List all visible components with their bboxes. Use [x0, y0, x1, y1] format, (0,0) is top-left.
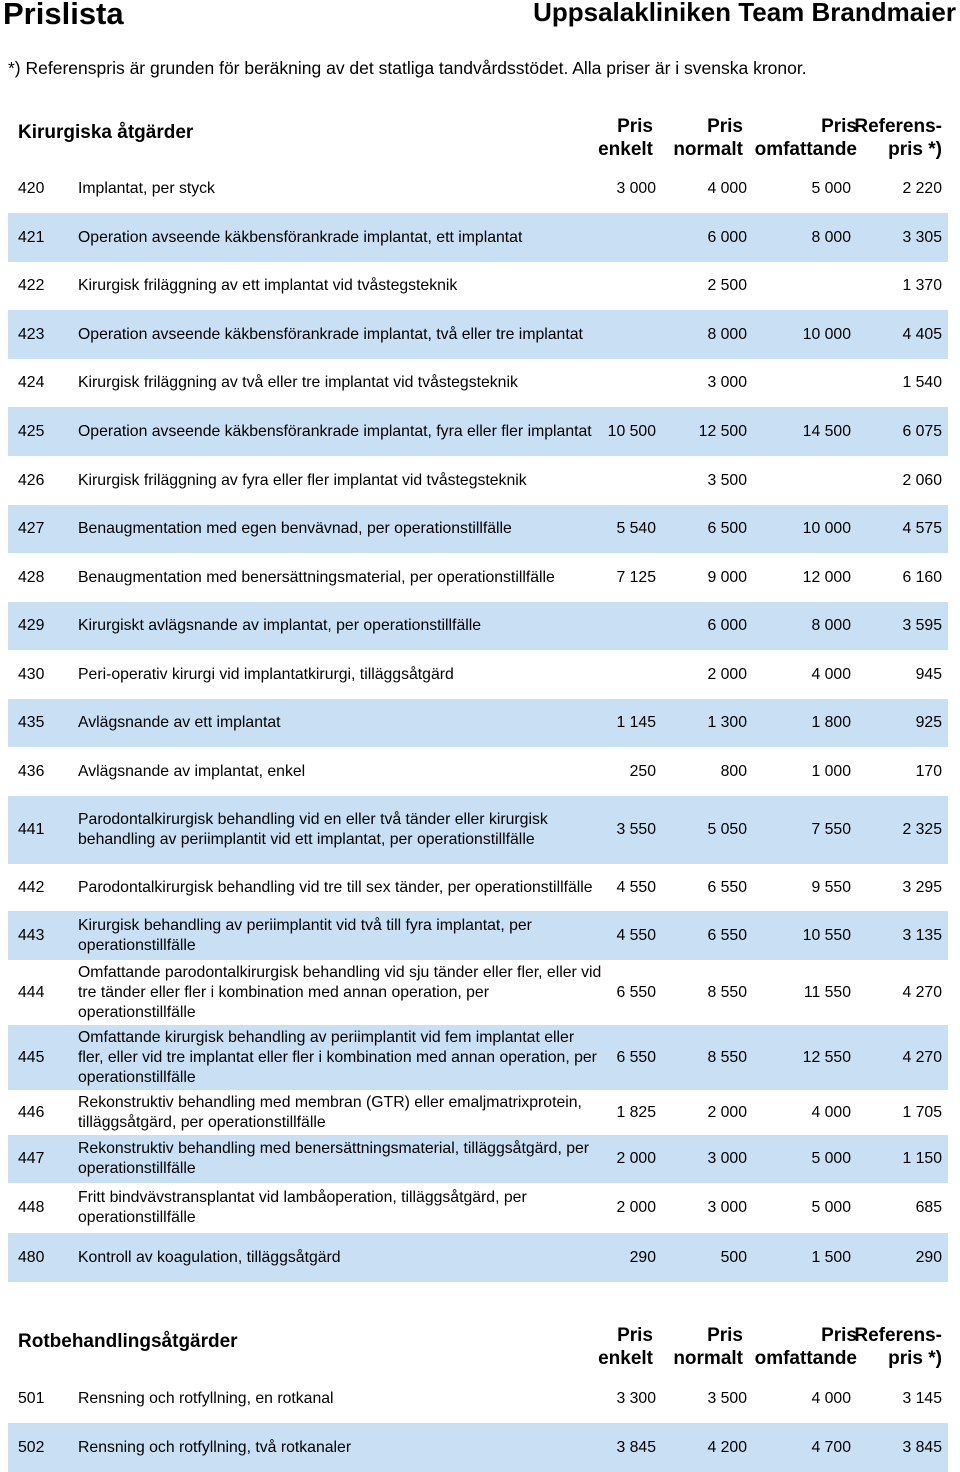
table-row: [8, 553, 948, 602]
procedure-description: Operation avseende käkbensförankrade implantat, ett implantat: [78, 228, 523, 246]
col-head-price-single-line: enkelt: [598, 1348, 653, 1369]
reference-price: 2 060: [902, 471, 942, 489]
price-extensive: 4 000: [811, 665, 851, 683]
price-extensive: 5 000: [811, 1199, 851, 1216]
table-row: [8, 165, 948, 213]
col-head-reference-price-line: Referens-: [854, 1325, 942, 1346]
procedure-code: 446: [18, 1103, 45, 1121]
reference-price: 3 845: [902, 1438, 942, 1456]
price-extensive: 5 000: [811, 180, 851, 197]
price-normal: 2 000: [707, 1103, 747, 1121]
table-row: [8, 602, 948, 650]
col-head-price-extensive-line: omfattande: [754, 1348, 857, 1369]
price-extensive: 11 550: [803, 983, 851, 1001]
procedure-code: 428: [18, 568, 45, 586]
reference-price: 4 575: [902, 520, 942, 537]
price-normal: 3 500: [707, 1389, 747, 1407]
procedure-description: Rensning och rotfyllning, två rotkanaler: [78, 1438, 352, 1456]
price-single: 250: [629, 762, 656, 780]
price-normal: 3 000: [707, 1199, 747, 1216]
procedure-description: Operation avseende käkbensförankrade implantat, fyra eller fler implantat: [78, 422, 592, 440]
price-extensive: 12 000: [802, 568, 851, 586]
price-normal: 1 300: [707, 714, 747, 731]
procedure-description: Omfattande kirurgisk behandling av periimplantit vid fem implantat eller fler, eller vid tre implantat eller fler i kombination med annan operation, per operationstillfälle: [78, 1028, 597, 1086]
procedure-description: Rensning och rotfyllning, en rotkanal: [78, 1389, 334, 1407]
table-row: [8, 407, 948, 456]
reference-price: 6 160: [902, 568, 942, 586]
table-row: [8, 1090, 948, 1135]
reference-price: 290: [915, 1248, 942, 1266]
col-head-price-extensive-line: Pris: [821, 116, 857, 137]
procedure-code: 443: [18, 926, 45, 944]
price-extensive: 14 500: [802, 422, 851, 440]
col-head-reference-price-line: Referens-: [854, 116, 942, 137]
procedure-code: 502: [18, 1438, 45, 1456]
price-single: [568, 359, 656, 407]
procedure-code: 441: [18, 821, 45, 838]
procedure-code: 442: [18, 878, 45, 896]
price-single: 2 000: [616, 1199, 656, 1216]
price-single: 290: [629, 1248, 656, 1266]
procedure-description: Rekonstruktiv behandling med benersättningsmaterial, tilläggsåtgärd, per operationstillfälle: [78, 1140, 590, 1177]
reference-price: 170: [915, 762, 942, 780]
col-head-reference-price: [840, 1324, 942, 1370]
document-title: Prislista: [3, 0, 124, 31]
procedure-code: 423: [18, 325, 45, 343]
price-normal: 4 000: [707, 180, 747, 197]
procedure-description: Parodontalkirurgisk behandling vid en eller två tänder eller kirurgisk behandling av periimplantit vid ett implantat, per operationstillfälle: [78, 811, 548, 848]
procedure-code: 445: [18, 1048, 45, 1066]
price-extensive: 4 000: [811, 1103, 851, 1121]
reference-price: 3 145: [902, 1389, 942, 1407]
reference-price: 1 540: [902, 374, 942, 391]
col-head-price-normal: [655, 1324, 743, 1370]
procedure-description: Implantat, per styck: [78, 180, 215, 197]
table-row: [8, 699, 948, 747]
price-single: [568, 310, 656, 359]
table-row: [8, 1423, 948, 1472]
col-head-reference-price-line: pris *): [888, 1348, 942, 1369]
procedure-description: Rekonstruktiv behandling med membran (GTR) eller emaljmatrixprotein, tilläggsåtgärd, per operationstillfälle: [78, 1093, 582, 1131]
price-normal: 6 000: [707, 228, 747, 246]
price-single: 3 845: [616, 1438, 656, 1456]
price-extensive: 10 000: [802, 325, 851, 343]
price-single: 3 300: [616, 1389, 656, 1407]
procedure-description: Parodontalkirurgisk behandling vid tre till sex tänder, per operationstillfälle: [78, 878, 593, 896]
reference-price: 4 270: [902, 983, 942, 1001]
procedure-code: 422: [18, 277, 45, 294]
procedure-description: Kirurgisk friläggning av två eller tre implantat vid tvåstegsteknik: [78, 374, 518, 391]
procedure-description: Kirurgisk friläggning av ett implantat vid tvåstegsteknik: [78, 277, 458, 294]
reference-price: 4 405: [902, 325, 942, 343]
reference-price: 685: [915, 1199, 942, 1216]
procedure-code: 426: [18, 471, 45, 489]
col-head-price-single-line: Pris: [617, 1325, 653, 1346]
price-extensive: 12 550: [802, 1048, 851, 1066]
procedure-code: 435: [18, 714, 45, 731]
table-row: [8, 456, 948, 505]
reference-price: 4 270: [902, 1048, 942, 1066]
price-normal: 6 500: [707, 520, 747, 537]
col-head-price-normal: [655, 115, 743, 161]
table-row: [8, 650, 948, 699]
col-head-price-normal-line: Pris: [707, 116, 743, 137]
col-head-price-single: [560, 1324, 653, 1370]
col-head-reference-price-line: pris *): [888, 139, 942, 160]
reference-price: 1 150: [902, 1150, 942, 1167]
procedure-code: 436: [18, 762, 45, 780]
reference-price: 925: [915, 714, 942, 731]
price-normal: 3 500: [707, 471, 747, 489]
procedure-description: Omfattande parodontalkirurgisk behandling vid sju tänder eller fler, eller vid tre tänder eller fler i kombination med annan operation, per operationstillfälle: [78, 963, 602, 1021]
table-row: [8, 359, 948, 407]
reference-note: *) Referenspris är grunden för beräkning av det statliga tandvårdsstödet. Alla priser är i svenska kronor.: [8, 58, 807, 78]
price-normal: 5 050: [707, 821, 747, 838]
procedure-description: Kirurgisk behandling av periimplantit vid två till fyra implantat, per operationstillfälle: [78, 916, 532, 954]
price-extensive: 9 550: [811, 878, 851, 896]
table-row: [8, 505, 948, 553]
price-normal: 8 000: [707, 325, 747, 343]
price-single: [568, 602, 656, 650]
price-extensive: 1 500: [811, 1248, 851, 1266]
price-extensive: 4 700: [811, 1438, 851, 1456]
price-normal: 3 000: [707, 1150, 747, 1167]
price-single: 1 825: [616, 1103, 656, 1121]
procedure-description: Fritt bindvävstransplantat vid lambåoperation, tilläggsåtgärd, per operationstillfälle: [78, 1189, 527, 1226]
table-row: [8, 864, 948, 911]
price-extensive: 10 000: [802, 520, 851, 537]
reference-price: 2 220: [902, 180, 942, 197]
price-normal: 8 550: [707, 1048, 747, 1066]
procedure-description: Kirurgisk friläggning av fyra eller fler implantat vid tvåstegsteknik: [78, 471, 527, 489]
procedure-code: 501: [18, 1389, 45, 1407]
procedure-code: 420: [18, 180, 45, 197]
table-row: [8, 262, 948, 310]
reference-price: 1 370: [902, 277, 942, 294]
procedure-description: Operation avseende käkbensförankrade implantat, två eller tre implantat: [78, 325, 583, 343]
table-row: [8, 960, 948, 1025]
reference-price: 945: [915, 665, 942, 683]
table-row: [8, 1183, 948, 1233]
procedure-code: 425: [18, 422, 45, 440]
section-header: [0, 1322, 960, 1378]
procedure-description: Kirurgiskt avlägsnande av implantat, per operationstillfälle: [78, 617, 482, 634]
table-row: [8, 911, 948, 960]
price-normal: 2 500: [707, 277, 747, 294]
section-title: Rotbehandlingsåtgärder: [18, 1331, 238, 1352]
price-single: 3 000: [616, 180, 656, 197]
col-head-price-single-line: enkelt: [598, 139, 653, 160]
price-single: 5 540: [616, 520, 656, 537]
price-extensive: 10 550: [802, 926, 851, 944]
col-head-price-normal-line: normalt: [673, 139, 743, 160]
price-single: 6 550: [616, 983, 656, 1001]
table-row: [8, 1233, 948, 1282]
procedure-description: Benaugmentation med egen benvävnad, per operationstillfälle: [78, 520, 512, 537]
procedure-code: 447: [18, 1150, 45, 1167]
reference-price: 3 295: [902, 878, 942, 896]
reference-price: 1 705: [902, 1103, 942, 1121]
price-single: 1 145: [616, 714, 656, 731]
reference-price: 2 325: [902, 821, 942, 838]
price-single: [568, 650, 656, 699]
price-extensive: [758, 262, 851, 310]
table-row: [8, 796, 948, 864]
table-row: [8, 1025, 948, 1090]
price-single: 4 550: [616, 878, 656, 896]
price-single: [568, 262, 656, 310]
price-single: 2 000: [616, 1150, 656, 1167]
price-extensive: [758, 456, 851, 505]
table-row: [8, 1135, 948, 1183]
price-extensive: 1 000: [811, 762, 851, 780]
price-extensive: 7 550: [811, 821, 851, 838]
price-normal: 500: [720, 1248, 747, 1266]
price-extensive: [758, 359, 851, 407]
reference-price: 3 135: [902, 926, 942, 944]
procedure-code: 429: [18, 617, 45, 634]
price-single: 6 550: [616, 1048, 656, 1066]
price-normal: 6 550: [707, 926, 747, 944]
page-header: [0, 0, 960, 36]
table-row: [8, 310, 948, 359]
procedure-code: 427: [18, 520, 45, 537]
price-single: 7 125: [616, 568, 656, 586]
reference-price: 3 305: [902, 228, 942, 246]
procedure-code: 444: [18, 983, 45, 1001]
price-normal: 800: [720, 762, 747, 780]
procedure-code: 430: [18, 665, 45, 683]
procedure-code: 448: [18, 1199, 45, 1216]
price-single: 3 550: [616, 821, 656, 838]
price-single: 4 550: [616, 926, 656, 944]
col-head-reference-price: [840, 115, 942, 161]
section-title: Kirurgiska åtgärder: [18, 122, 194, 143]
procedure-code: 421: [18, 228, 45, 246]
price-normal: 8 550: [707, 983, 747, 1001]
price-normal: 12 500: [698, 422, 747, 440]
price-normal: 6 550: [707, 878, 747, 896]
reference-price: 3 595: [902, 617, 942, 634]
procedure-description: Kontroll av koagulation, tilläggsåtgärd: [78, 1248, 341, 1266]
col-head-price-single: [560, 115, 653, 161]
col-head-price-extensive-line: omfattande: [754, 139, 857, 160]
table-row: [8, 747, 948, 796]
procedure-description: Peri-operativ kirurgi vid implantatkirurgi, tilläggsåtgärd: [78, 665, 454, 683]
price-single: [568, 456, 656, 505]
price-extensive: 5 000: [811, 1150, 851, 1167]
procedure-code: 480: [18, 1248, 45, 1266]
procedure-description: Avlägsnande av ett implantat: [78, 714, 281, 731]
col-head-price-normal-line: normalt: [673, 1348, 743, 1369]
price-normal: 2 000: [707, 665, 747, 683]
price-normal: 9 000: [707, 568, 747, 586]
reference-price: 6 075: [902, 422, 942, 440]
procedure-description: Avlägsnande av implantat, enkel: [78, 762, 306, 780]
price-extensive: 4 000: [811, 1389, 851, 1407]
price-extensive: 1 800: [811, 714, 851, 731]
col-head-price-extensive-line: Pris: [821, 1325, 857, 1346]
col-head-price-normal-line: Pris: [707, 1325, 743, 1346]
table-row: [8, 213, 948, 262]
price-single: [568, 213, 656, 262]
col-head-price-single-line: Pris: [617, 116, 653, 137]
procedure-description: Benaugmentation med benersättningsmaterial, per operationstillfälle: [78, 568, 555, 586]
procedure-code: 424: [18, 374, 45, 391]
price-normal: 6 000: [707, 617, 747, 634]
price-normal: 4 200: [707, 1438, 747, 1456]
table-row: [8, 1374, 948, 1423]
price-normal: 3 000: [707, 374, 747, 391]
section-header: [0, 113, 960, 169]
price-extensive: 8 000: [811, 228, 851, 246]
price-single: 10 500: [607, 422, 656, 440]
clinic-name: Uppsalakliniken Team Brandmaier: [533, 0, 956, 27]
price-extensive: 8 000: [811, 617, 851, 634]
